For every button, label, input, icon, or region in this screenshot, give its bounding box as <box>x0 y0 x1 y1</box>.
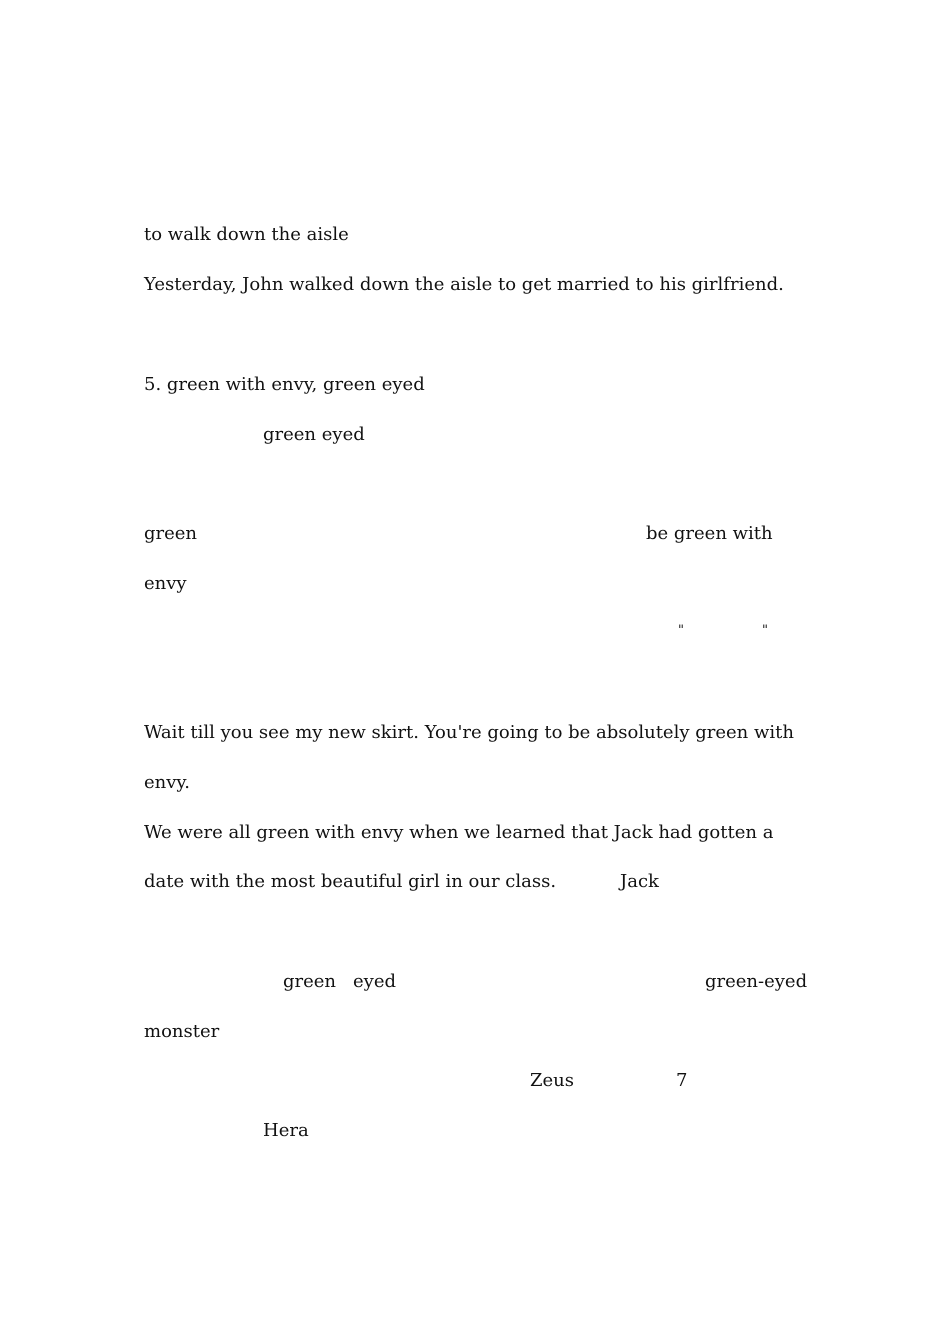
eyed-word: eyed <box>353 971 396 992</box>
number-seven: 7 <box>676 1070 688 1091</box>
jack-word: Jack <box>620 871 659 892</box>
monster-word: monster <box>144 1021 220 1042</box>
hera-word: Hera <box>263 1120 309 1141</box>
idiom-5-term: green eyed <box>263 424 365 445</box>
green-word: green <box>144 523 198 544</box>
idiom-5-heading: 5. green with envy, green eyed <box>144 374 425 395</box>
example-1-line-1: Wait till you see my new skirt. You're going to be absolutely green with <box>144 722 794 743</box>
envy-word: envy <box>144 573 187 594</box>
example-2-line-1: We were all green with envy when we learned that Jack had gotten a <box>144 822 774 843</box>
zeus-word: Zeus <box>530 1070 574 1091</box>
idiom-4-name: to walk down the aisle <box>144 224 349 245</box>
quote-close: " <box>762 623 768 638</box>
green-eyed-word: green-eyed <box>705 971 808 992</box>
example-1-line-2: envy. <box>144 772 190 793</box>
idiom-4-example: Yesterday, John walked down the aisle to get married to his girlfriend. <box>144 274 784 295</box>
example-2-line-2: date with the most beautiful girl in our class. <box>144 871 557 892</box>
green-word-2: green <box>283 971 337 992</box>
quote-open: " <box>678 623 684 638</box>
be-green-with: be green with <box>646 523 773 544</box>
